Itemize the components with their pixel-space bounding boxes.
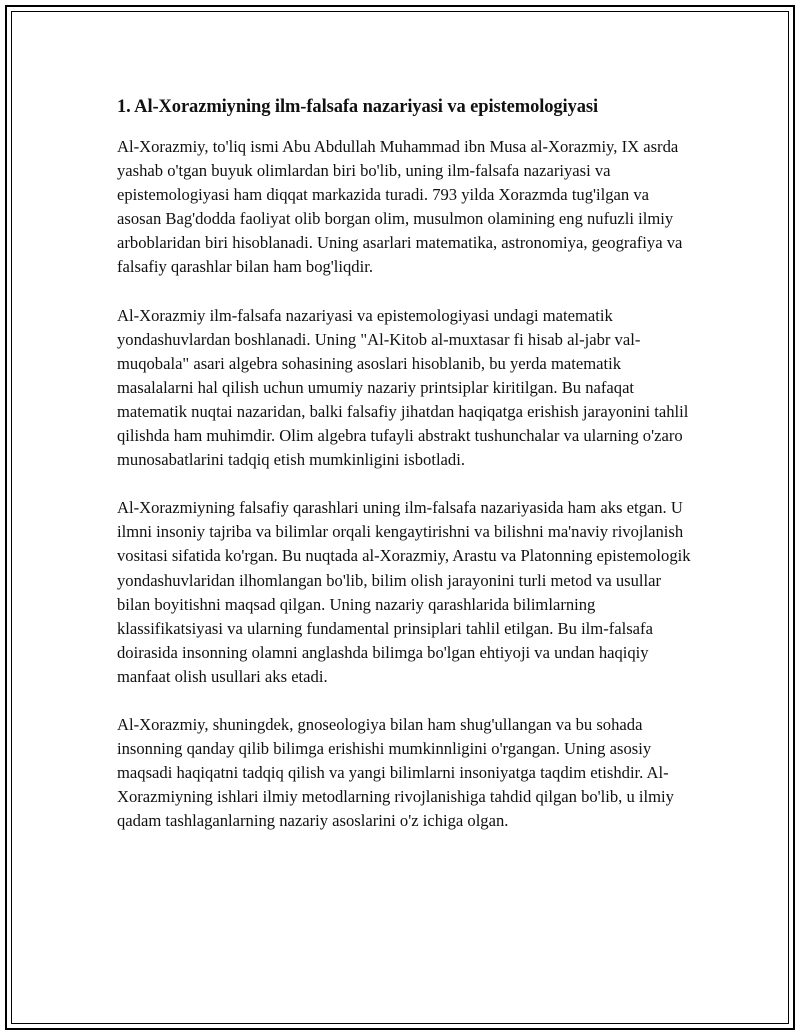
section-heading: 1. Al-Xorazmiyning ilm-falsafa nazariyasi va epistemologiyasi: [117, 97, 599, 117]
paragraph-4: Al-Xorazmiy, shuningdek, gnoseologiya bilan ham shug'ullangan va bu sohada insonning qanday qilib bilimga erishishi mumkinnligini o'rgangan. Uning asosiy maqsadi haqiqatni tadqiq qilish va yangi bilimlarni insoniyatga taqdim etishdir. Al-Xorazmiyning ishlari ilmiy metodlarning rivojlanishiga tahdid qilgan bo'lib, u ilmiy qadam tashlaganlarning nazariy asoslarini o'z ichiga olgan.: [117, 714, 674, 831]
document-body: [117, 94, 692, 857]
paragraph-2: Al-Xorazmiy ilm-falsafa nazariyasi va epistemologiyasi undagi matematik yondashuvlardan boshlanadi. Uning "Al-Kitob al-muxtasar fi hisab al-jabr val-muqobala" asari algebra sohasining asoslari hisoblanib, bu yerda matematik masalalarni hal qilish uchun umumiy nazariy printsiplar kiritilgan. Bu nafaqat matematik nuqtai nazaridan, balki falsafiy jihatdan haqiqatga erishish jarayonini tahlil qilishda ham muhimdir. Olim algebra tufayli abstrakt tushunchalar va ularning o'zaro munosabatlarini tadqiq etish mumkinligini isbotladi.: [117, 305, 689, 470]
paragraph-3: Al-Xorazmiyning falsafiy qarashlari uning ilm-falsafa nazariyasida ham aks etgan. U ilmni insoniy tajriba va bilimlar orqali kengaytirishni va bilishni ma'naviy rivojlanish vositasi sifatida ko'rgan. Bu nuqtada al-Xorazmiy, Arastu va Platonning epistemologik yondashuvlaridan ilhomlangan bo'lib, bilim olish jarayonini turli metod va usullar bilan boyitishni maqsad qilgan. Uning nazariy qarashlarida bilimlarning klassifikatsiyasi va ularning fundamental prinsiplari tahlil etilgan. Bu ilm-falsafa doirasida insonning olamni anglashda bilimga bo'lgan ehtiyoji va undan haqiqiy manfaat olish usullari aks etadi.: [117, 498, 691, 686]
paragraph-1: Al-Xorazmiy, to'liq ismi Abu Abdullah Muhammad ibn Musa al-Xorazmiy, IX asrda yashab o'tgan buyuk olimlardan biri bo'lib, uning ilm-falsafa nazariyasi va epistemologiyasi ham diqqat markazida turadi. 793 yilda Xorazmda tug'ilgan va asosan Bag'dodda faoliyat olib borgan olim, musulmon olamining eng nufuzli ilmiy arboblaridan biri hisoblanadi. Uning asarlari matematika, astronomiya, geografiya va falsafiy qarashlar bilan ham bog'liqdir.: [117, 137, 683, 277]
